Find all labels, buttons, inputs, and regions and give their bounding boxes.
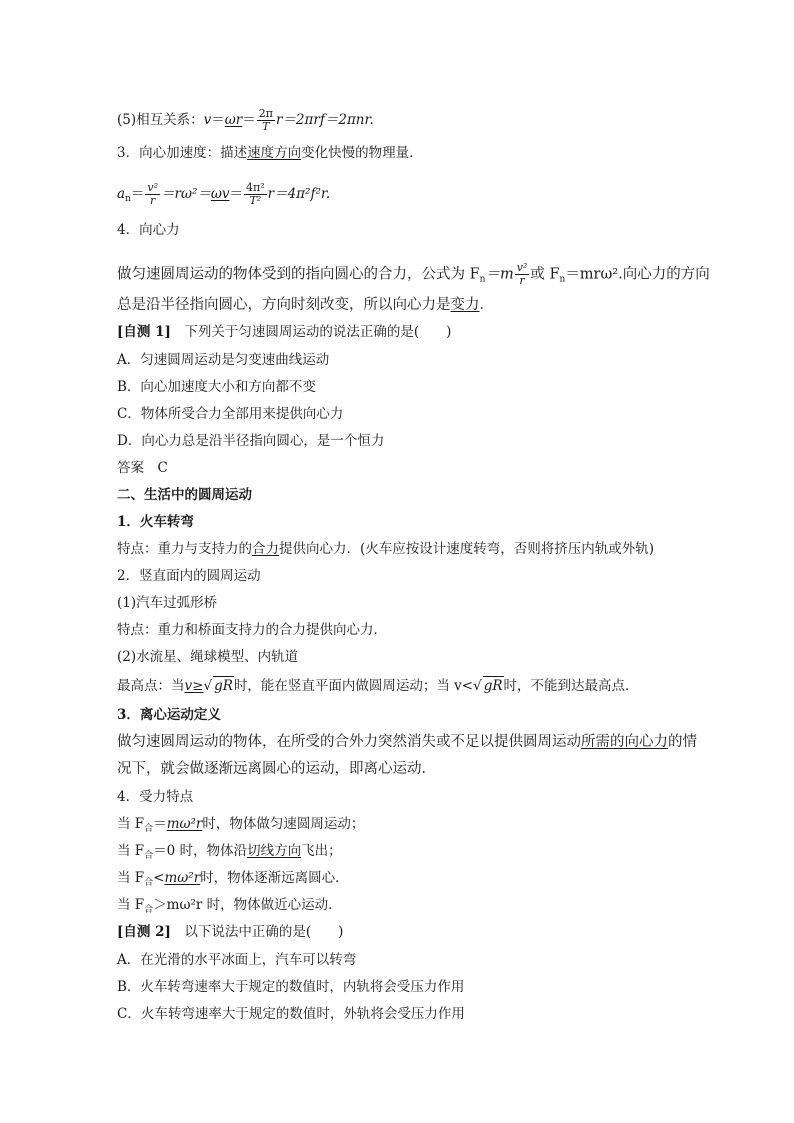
blank-velocity-direction: 速度方向 — [247, 145, 302, 161]
force-characteristics-heading: 4．受力特点 — [117, 789, 194, 805]
centripetal-force-definition — [117, 262, 710, 289]
option-c: C．火车转弯速率大于规定的数值时，外轨将会受压力作用 — [117, 1006, 465, 1022]
formula-mid: ＝rω²＝ — [160, 186, 211, 202]
centrifugal-definition-heading: 3．离心运动定义 — [117, 707, 221, 723]
answer: 答案 C — [117, 460, 168, 476]
centrifugal-definition-line2: 况下，就会做逐渐远离圆心的运动，即离心运动． — [117, 761, 436, 777]
blank-omega-r: ωr — [224, 112, 243, 128]
relation-formula-line — [117, 108, 374, 133]
centripetal-force-direction — [117, 296, 494, 314]
option-a: A．匀速圆周运动是匀变速曲线运动 — [117, 352, 330, 368]
blank-m-omega2-r: mω²r — [164, 870, 201, 886]
section-heading-life: 二、生活中的圆周运动 — [117, 487, 252, 503]
less-than: < — [153, 870, 165, 886]
fraction-numerator: v² — [147, 181, 158, 194]
fraction-denominator: T — [262, 120, 270, 133]
option-a: A．在光滑的水平冰面上，汽车可以转弯 — [117, 952, 357, 968]
text-segment: 当 F — [117, 816, 145, 832]
blank-required-centripetal-force: 所需的向心力 — [581, 734, 668, 750]
text-segment: 当 F — [117, 843, 145, 859]
text-segment: ＞mω²r 时，物体做近心运动． — [153, 897, 342, 913]
text-segment: 飞出； — [301, 843, 342, 859]
fraction-v2-over-r — [515, 262, 530, 287]
text-segment: 时，物体做匀速圆周运动； — [202, 816, 365, 832]
equals: ＝ — [229, 186, 243, 202]
subscript-he: 合 — [144, 878, 154, 888]
text-segment: 的情 — [668, 734, 697, 750]
acceleration-formula-line — [117, 182, 330, 208]
subscript-he: 合 — [144, 851, 154, 861]
force-case-zero — [117, 842, 342, 865]
text-segment: 当 F — [117, 897, 145, 913]
relation-tail: ＝2πrf＝2πnr. — [282, 112, 374, 128]
fraction-numerator: 4π² — [246, 181, 265, 194]
sqrt-symbol: √ — [203, 678, 213, 694]
text-segment: ＝0 时，物体沿 — [153, 843, 248, 859]
var-v: v — [203, 112, 212, 128]
text-segment: 时，不能到达最高点． — [503, 678, 639, 694]
text-segment: 下列关于匀速圆周运动的说法正确的是( ) — [170, 324, 452, 340]
blank-tangent-direction: 切线方向 — [247, 843, 302, 859]
text-segment: 当 F — [117, 870, 145, 886]
train-turning-feature — [117, 540, 654, 558]
text-segment: 或 F — [530, 266, 560, 283]
force-case-equal — [117, 815, 364, 838]
blank-resultant-force: 合力 — [252, 541, 279, 557]
blank-m-omega2-r: mω²r — [166, 816, 203, 832]
subscript-he: 合 — [144, 824, 154, 834]
text-segment: ＝mrω².向心力的方向 — [565, 266, 710, 283]
centripetal-force-heading: 4．向心力 — [117, 222, 180, 238]
centripetal-acceleration-heading — [117, 144, 423, 162]
fraction-denominator: r — [519, 274, 525, 287]
relation-label: (5)相互关系： — [117, 112, 204, 128]
formula-tail: r＝4π²f²r. — [267, 186, 331, 202]
text-segment: 3．向心加速度：描述 — [117, 145, 248, 161]
subscript-n: n — [559, 274, 566, 285]
water-meteor-subheading: (2)水流星、绳球模型、内轨道 — [117, 649, 299, 665]
subscript-n: n — [125, 194, 131, 204]
subscript-he: 合 — [144, 905, 154, 915]
text-segment: ． — [479, 297, 494, 313]
vertical-circle-heading: 2．竖直面内的圆周运动 — [117, 568, 261, 584]
text-segment: 以下说法中正确的是( ) — [170, 924, 344, 940]
arch-bridge-feature: 特点：重力和桥面支持力的合力提供向心力． — [117, 622, 387, 638]
text-segment: 提供向心力．(火车应按设计速度转弯，否则将挤压内轨或外轨) — [279, 541, 655, 557]
blank-omega-v: ωv — [210, 186, 230, 202]
option-c: C．物体所受合力全部用来提供向心力 — [117, 406, 344, 422]
var-a: a — [117, 186, 126, 202]
text-segment: 总是沿半径指向圆心，方向时刻改变，所以向心力是 — [117, 297, 451, 313]
force-case-greater — [117, 896, 342, 919]
blank-variable-force: 变力 — [450, 297, 480, 313]
force-case-less — [117, 869, 349, 892]
fraction-denominator: r — [150, 194, 156, 207]
fraction-numerator: 2π — [258, 107, 273, 120]
var-r: r — [275, 112, 283, 128]
equals: ＝ — [211, 112, 225, 128]
text-segment: 特点：重力与支持力的 — [117, 541, 252, 557]
option-b: B．火车转弯速率大于规定的数值时，内轨将会受压力作用 — [117, 979, 465, 995]
subscript-n: n — [479, 274, 486, 285]
sqrt-gR: gR — [483, 678, 503, 694]
self-test-2-question — [117, 923, 343, 941]
self-test-tag: [自测 2] — [117, 924, 171, 940]
self-test-tag: [自测 1] — [117, 324, 171, 340]
centrifugal-definition-line1 — [117, 733, 697, 751]
self-test-1-question — [117, 323, 451, 341]
sqrt-symbol: √ — [473, 678, 482, 694]
text-segment: 时，物体逐渐远离圆心． — [200, 870, 349, 886]
arch-bridge-subheading: (1)汽车过弧形桥 — [117, 595, 218, 611]
equals: ＝ — [153, 816, 167, 832]
blank-v-geq: v≥ — [184, 678, 204, 694]
highest-point-condition — [117, 676, 639, 695]
fraction-v2-over-r — [145, 182, 160, 207]
fraction-2pi-over-T — [257, 108, 275, 133]
fraction-4pi2-over-T2 — [244, 182, 267, 207]
text-segment: 做匀速圆周运动的物体受到的指向圆心的合力，公式为 F — [117, 266, 480, 283]
text-segment: 最高点：当 — [117, 678, 185, 694]
sqrt-gR: gR — [214, 678, 233, 694]
option-d: D．向心力总是沿半径指向圆心，是一个恒力 — [117, 433, 385, 449]
equals-m: ＝m — [485, 266, 514, 283]
equals: ＝ — [130, 186, 145, 202]
fraction-numerator: v² — [516, 261, 528, 274]
fraction-denominator: T² — [249, 194, 262, 207]
train-turning-heading: 1．火车转弯 — [117, 514, 194, 530]
equals: ＝ — [242, 112, 256, 128]
option-b: B．向心加速度大小和方向都不变 — [117, 379, 316, 395]
text-segment: 变化快慢的物理量． — [301, 145, 423, 161]
text-segment: 做匀速圆周运动的物体，在所受的合外力突然消失或不足以提供圆周运动 — [117, 734, 581, 750]
text-segment: 时，能在竖直平面内做圆周运动；当 v< — [233, 678, 474, 694]
